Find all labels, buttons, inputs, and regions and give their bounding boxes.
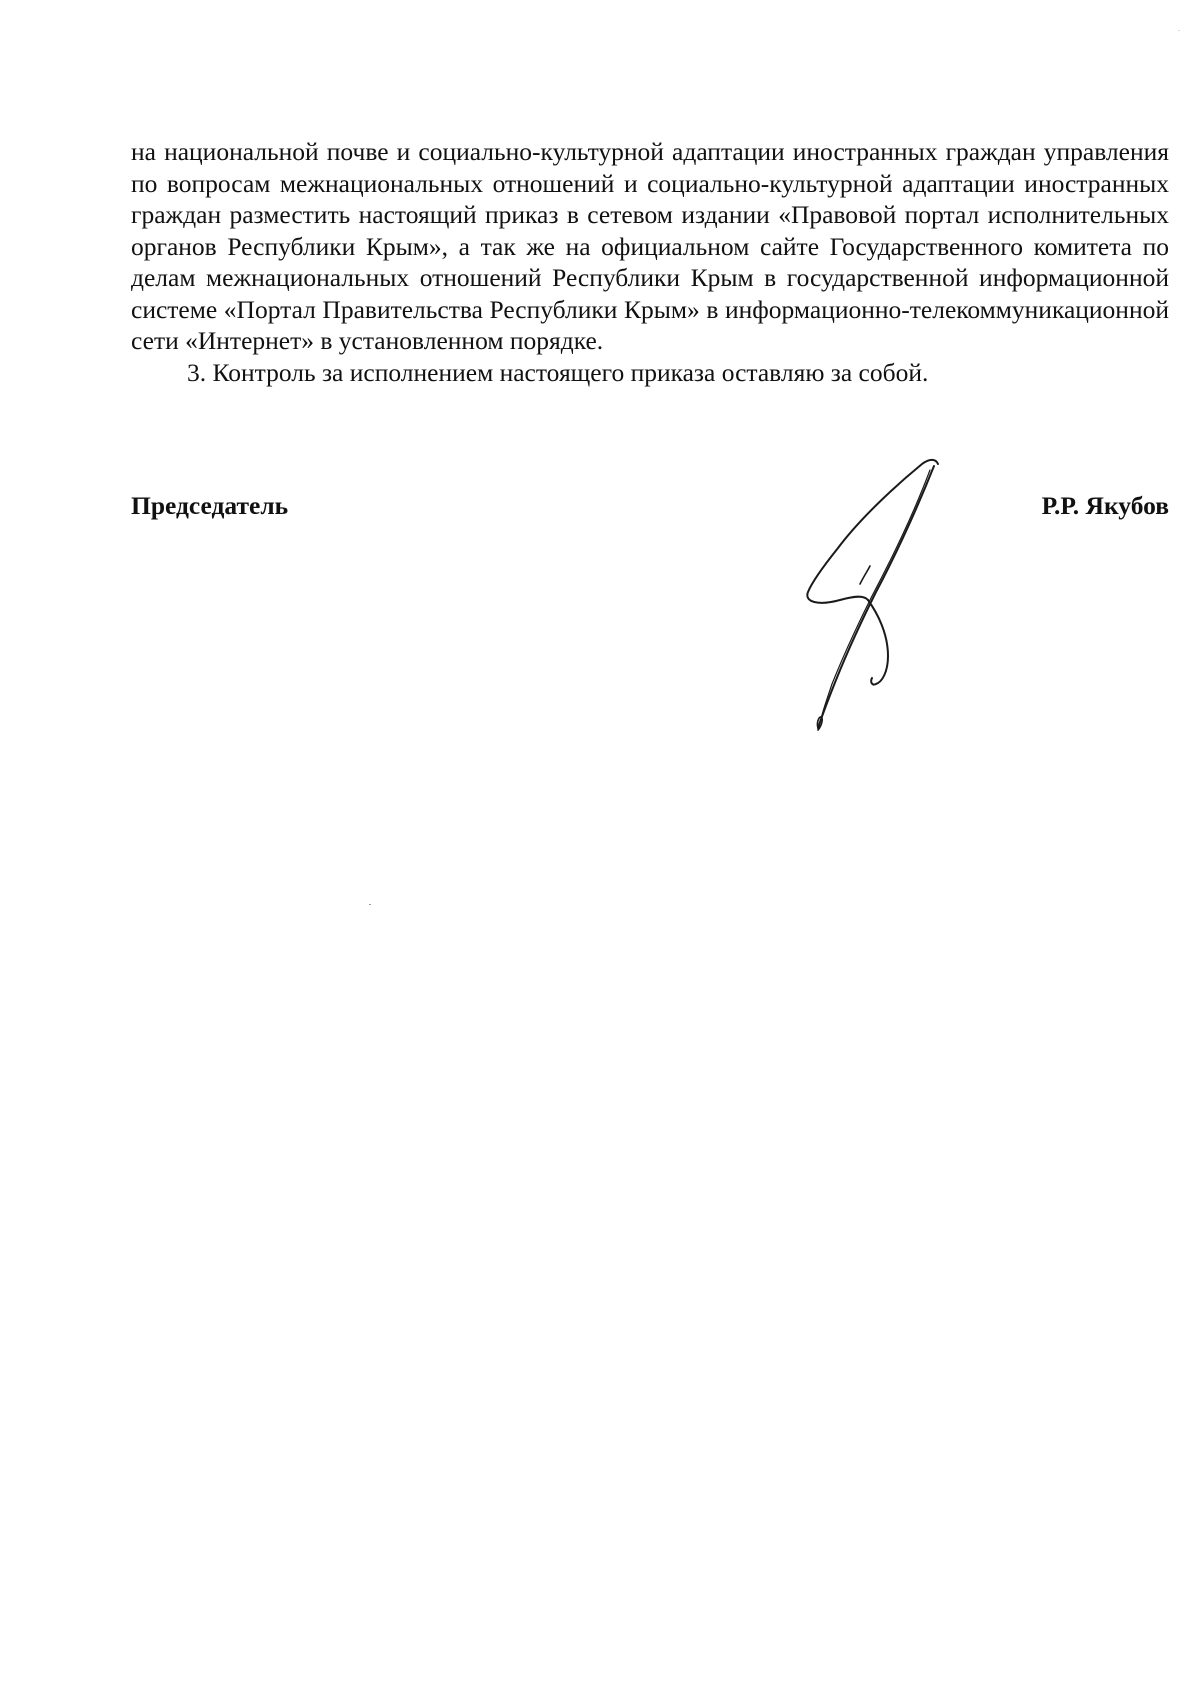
scan-artifact — [369, 904, 371, 905]
signatory-name: Р.Р. Якубов — [1041, 491, 1169, 520]
scan-artifact — [1178, 30, 1180, 31]
paragraph-continuation: на национальной почве и социально-культурной адаптации иностранных граждан управления по вопросам межнациональных отношений и социально-культурной адаптации иностранных граждан разместить настоящий приказ в сетевом издании «Правовой портал исполнительных органов Республики Крым», а так же на официальном сайте Государственного комитета по делам межнациональных отношений Республики Крым в государственной информационной системе «Портал Правительства Республики Крым» в информационно-телекоммуникационной сети «Интернет» в установленном порядке. — [131, 137, 1169, 355]
document-body — [131, 136, 1169, 388]
paragraph-item-3: 3. Контроль за исполнением настоящего приказа оставляю за собой. — [187, 357, 929, 387]
handwritten-signature-icon — [790, 450, 970, 740]
signatory-title: Председатель — [131, 491, 289, 520]
